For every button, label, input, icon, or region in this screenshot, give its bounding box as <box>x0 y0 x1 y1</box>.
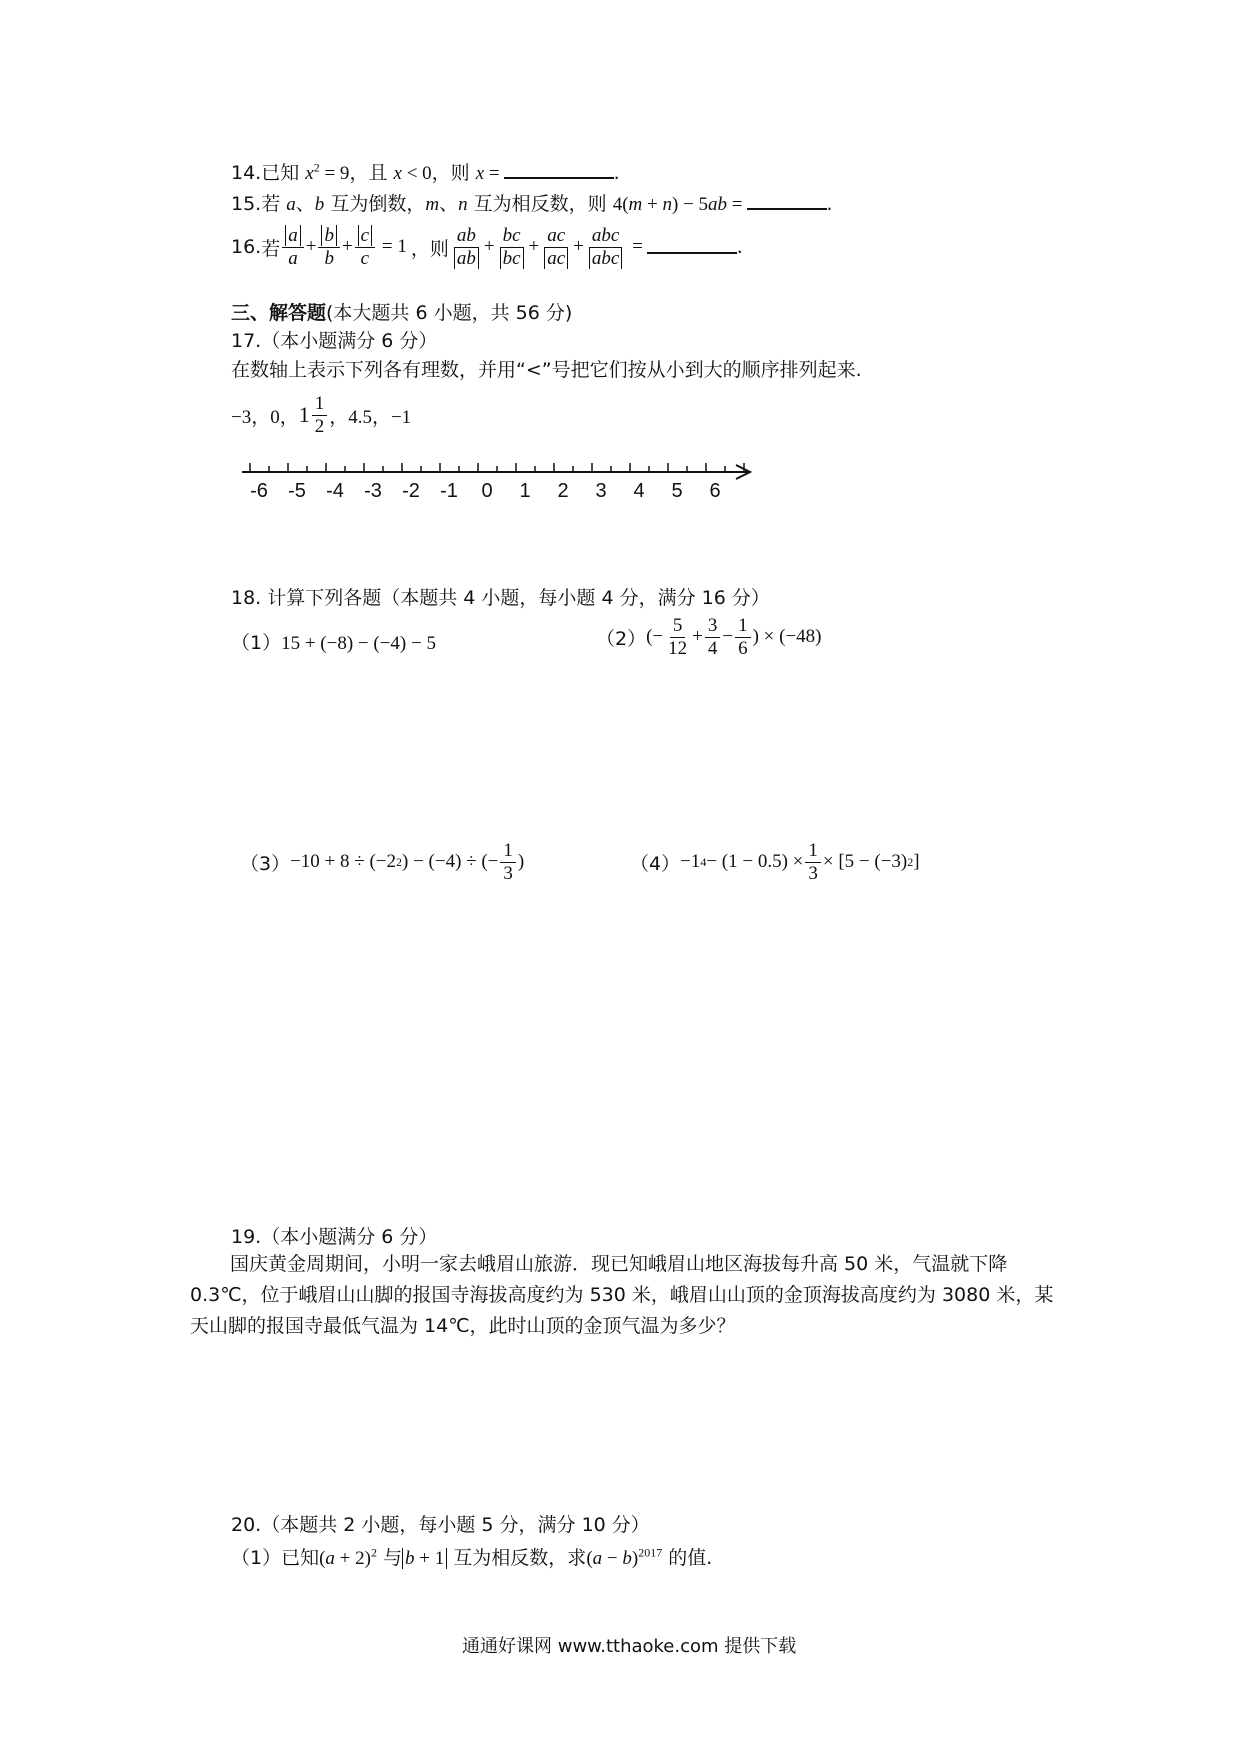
answer-blank[interactable] <box>747 207 827 210</box>
mixed-fraction: $\frac{1}{2}$ <box>312 393 328 438</box>
fraction: $\frac{ac}{ac}$ <box>541 225 571 270</box>
number-line-label: -6 <box>250 480 268 502</box>
number-line-label: -5 <box>288 480 306 502</box>
number-line[interactable] <box>240 455 760 505</box>
fraction: $\frac{3}{4}$ <box>705 615 721 660</box>
question-14: 14.已知 $x^2 = 9$，且 x < 0，则 x = . <box>231 160 620 184</box>
answer-blank[interactable] <box>647 251 737 254</box>
fraction: $\frac{1}{3}$ <box>500 840 516 885</box>
q14-number: 14. <box>231 162 262 184</box>
fraction: $\frac{b}{b}$ <box>318 225 340 270</box>
number-line-label: 6 <box>709 480 721 502</box>
fraction: $\frac{\text{abc}}{\text{abc}}$ <box>586 225 625 270</box>
fraction: $\frac{a}{a}$ <box>282 225 304 270</box>
section-3-heading: 三、解答题(本大题共 6 小题，共 56 分) <box>231 302 573 324</box>
number-line-label: -4 <box>326 480 344 502</box>
question-20-title: 20.（本题共 2 小题，每小题 5 分，满分 10 分） <box>231 1514 650 1536</box>
number-line-label: 3 <box>595 480 607 502</box>
question-15: 15.若 a、b 互为倒数，m、n 互为相反数，则 4(m + n) − 5ab = . <box>231 193 833 215</box>
question-16: 16. 若 $\frac{a}{a}$ + $\frac{b}{b}$ + $\frac{c}{c}$ = 1 ，则 $\frac{ab}{ab}$ + $\frac{bc}{bc}$ + $\frac{ac}{ac}$ + $\frac{\text{abc}}{\text{abc}}$ = . <box>231 225 743 269</box>
question-17-title: 17.（本小题满分 6 分） <box>231 330 438 352</box>
number-line-label: 1 <box>519 480 531 502</box>
fraction: $\frac{bc}{bc}$ <box>497 225 527 270</box>
number-line-label: 2 <box>557 480 569 502</box>
number-line-label: 4 <box>633 480 645 502</box>
number-line-label: -2 <box>402 480 420 502</box>
fraction: $\frac{5}{12}$ <box>668 615 688 659</box>
question-17-numbers: −3，0， 1 $\frac{1}{2}$ ，4.5，−1 <box>231 393 412 437</box>
q18-part-4: （4） −1 4 − (1 − 0.5) × $\frac{1}{3}$ × [5 − (−3) 2 ] <box>630 840 920 884</box>
number-line-label: 5 <box>671 480 683 502</box>
footer-credit: 通通好课网 www.tthaoke.com 提供下载 <box>462 1636 797 1657</box>
q18-part-3: （3） −10 + 8 ÷ (−2 2 ) − (−4) ÷ (− $\frac{1}{3}$ ) <box>240 840 525 884</box>
fraction: $\frac{ab}{ab}$ <box>451 225 482 270</box>
question-18-title: 18. 计算下列各题（本题共 4 小题，每小题 4 分，满分 16 分） <box>231 587 770 609</box>
q18-part-1: （1）15 + (−8) − (−4) − 5 <box>231 632 436 654</box>
number-line-label: 0 <box>481 480 493 502</box>
fraction: $\frac{c}{c}$ <box>355 225 375 270</box>
fraction: $\frac{1}{6}$ <box>735 615 751 660</box>
fraction: $\frac{1}{3}$ <box>805 840 821 885</box>
question-19-title: 19.（本小题满分 6 分） <box>231 1226 438 1248</box>
q18-part-2: （2） (− $\frac{5}{12}$ + $\frac{3}{4}$ − $\frac{1}{6}$ ) × (−48) <box>596 615 822 659</box>
number-line-label: -3 <box>364 480 382 502</box>
number-line-label: -1 <box>440 480 458 502</box>
question-17-instruction: 在数轴上表示下列各有理数，并用“<”号把它们按从小到大的顺序排列起来. <box>231 359 862 381</box>
answer-blank[interactable] <box>504 176 614 179</box>
question-19-text: 国庆黄金周期间，小明一家去峨眉山旅游．现已知峨眉山地区海拔每升高 50 米，气温就下降 0.3℃，位于峨眉山山脚的报国寺海拔高度约为 530 米，峨眉山山顶的金顶海拔高度约为 3080 米，某天山脚的报国寺最低气温为 14℃，此时山顶的金顶气温为多少？ <box>190 1253 1054 1337</box>
q20-part-1: （1）已知$(a + 2)^2$ 与 b + 1 互为相反数，求$(a - b)^{2017}$ 的值. <box>231 1545 713 1569</box>
